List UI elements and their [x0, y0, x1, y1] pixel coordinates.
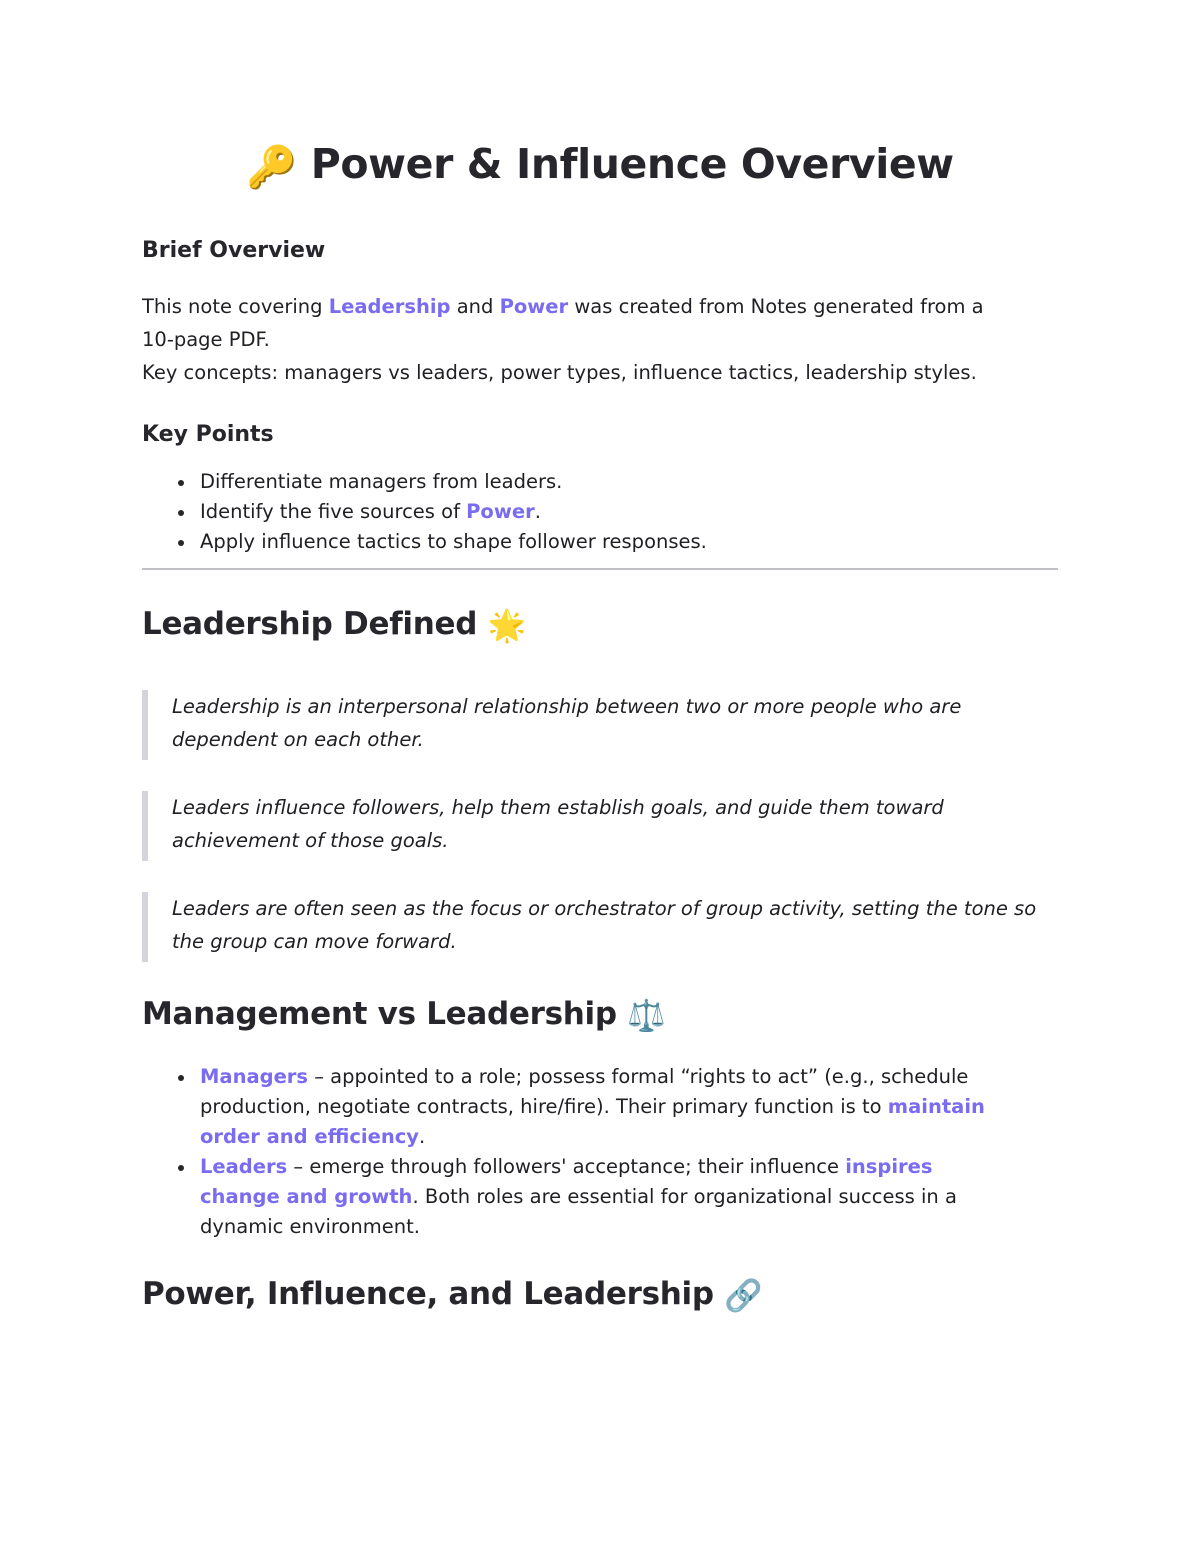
brief-line-1-start: This note covering [142, 295, 329, 318]
brief-line-1-mid: and [450, 295, 500, 318]
list-item [142, 1062, 1002, 1152]
managers-end: . [419, 1125, 426, 1148]
key-icon: 🔑 [246, 142, 297, 191]
management-vs-leadership-heading [142, 996, 666, 1034]
link-icon: 🔗 [724, 1278, 763, 1314]
leaders-end: . Both roles are essential for organizational success in a dynamic environment. [200, 1185, 957, 1238]
brief-line-3: Key concepts: managers vs leaders, power types, influence tactics, leadership styles. [142, 361, 977, 384]
star-icon: 🌟 [487, 608, 526, 644]
leaders-text: – emerge through followers' acceptance; their influence [287, 1155, 846, 1178]
brief-line-1 [142, 290, 1042, 323]
power-link[interactable]: Power [466, 500, 535, 523]
brief-line-2: 10-page PDF. [142, 328, 270, 351]
blockquote: Leadership is an interpersonal relationship between two or more people who are dependent on each other. [142, 690, 1042, 760]
maintain-order-link[interactable]: maintain order and efficiency [200, 1095, 985, 1148]
key-points-list [142, 467, 1022, 557]
list-item-text: Identify the five sources of [200, 500, 467, 523]
scales-icon: ⚖️ [627, 998, 666, 1034]
page-title [142, 140, 1058, 192]
list-item: Differentiate managers from leaders. [142, 467, 1022, 497]
blockquote: Leaders are often seen as the focus or orchestrator of group activity, setting the tone so the group can move forward. [142, 892, 1042, 962]
list-item [142, 1152, 1002, 1242]
leadership-defined-heading-text: Leadership Defined [142, 606, 478, 642]
management-list [142, 1062, 1002, 1242]
managers-link[interactable]: Managers [200, 1065, 309, 1088]
list-item-end: . [534, 500, 541, 523]
power-link[interactable]: Power [499, 295, 569, 318]
power-influence-heading-text: Power, Influence, and Leadership [142, 1276, 714, 1312]
section-divider [142, 568, 1058, 570]
key-points-heading: Key Points [142, 422, 274, 447]
list-item: Apply influence tactics to shape follower responses. [142, 527, 1022, 557]
management-vs-leadership-heading-text: Management vs Leadership [142, 996, 617, 1032]
brief-line-1-end: was created from Notes generated from a [568, 295, 984, 318]
brief-overview-paragraph [142, 290, 1042, 389]
leadership-link[interactable]: Leadership [328, 295, 451, 318]
page-title-text: Power & Influence Overview [310, 140, 954, 188]
leaders-link[interactable]: Leaders [200, 1155, 288, 1178]
list-item [142, 497, 1022, 527]
inspires-change-link[interactable]: inspires change and growth [200, 1155, 933, 1208]
brief-overview-heading: Brief Overview [142, 238, 326, 263]
blockquote: Leaders influence followers, help them establish goals, and guide them toward achievement of those goals. [142, 791, 1042, 861]
power-influence-heading [142, 1276, 763, 1314]
leadership-defined-heading [142, 606, 526, 644]
managers-text: – appointed to a role; possess formal “rights to act” (e.g., schedule production, negotiate contracts, hire/fire). Their primary function is to [200, 1065, 969, 1118]
